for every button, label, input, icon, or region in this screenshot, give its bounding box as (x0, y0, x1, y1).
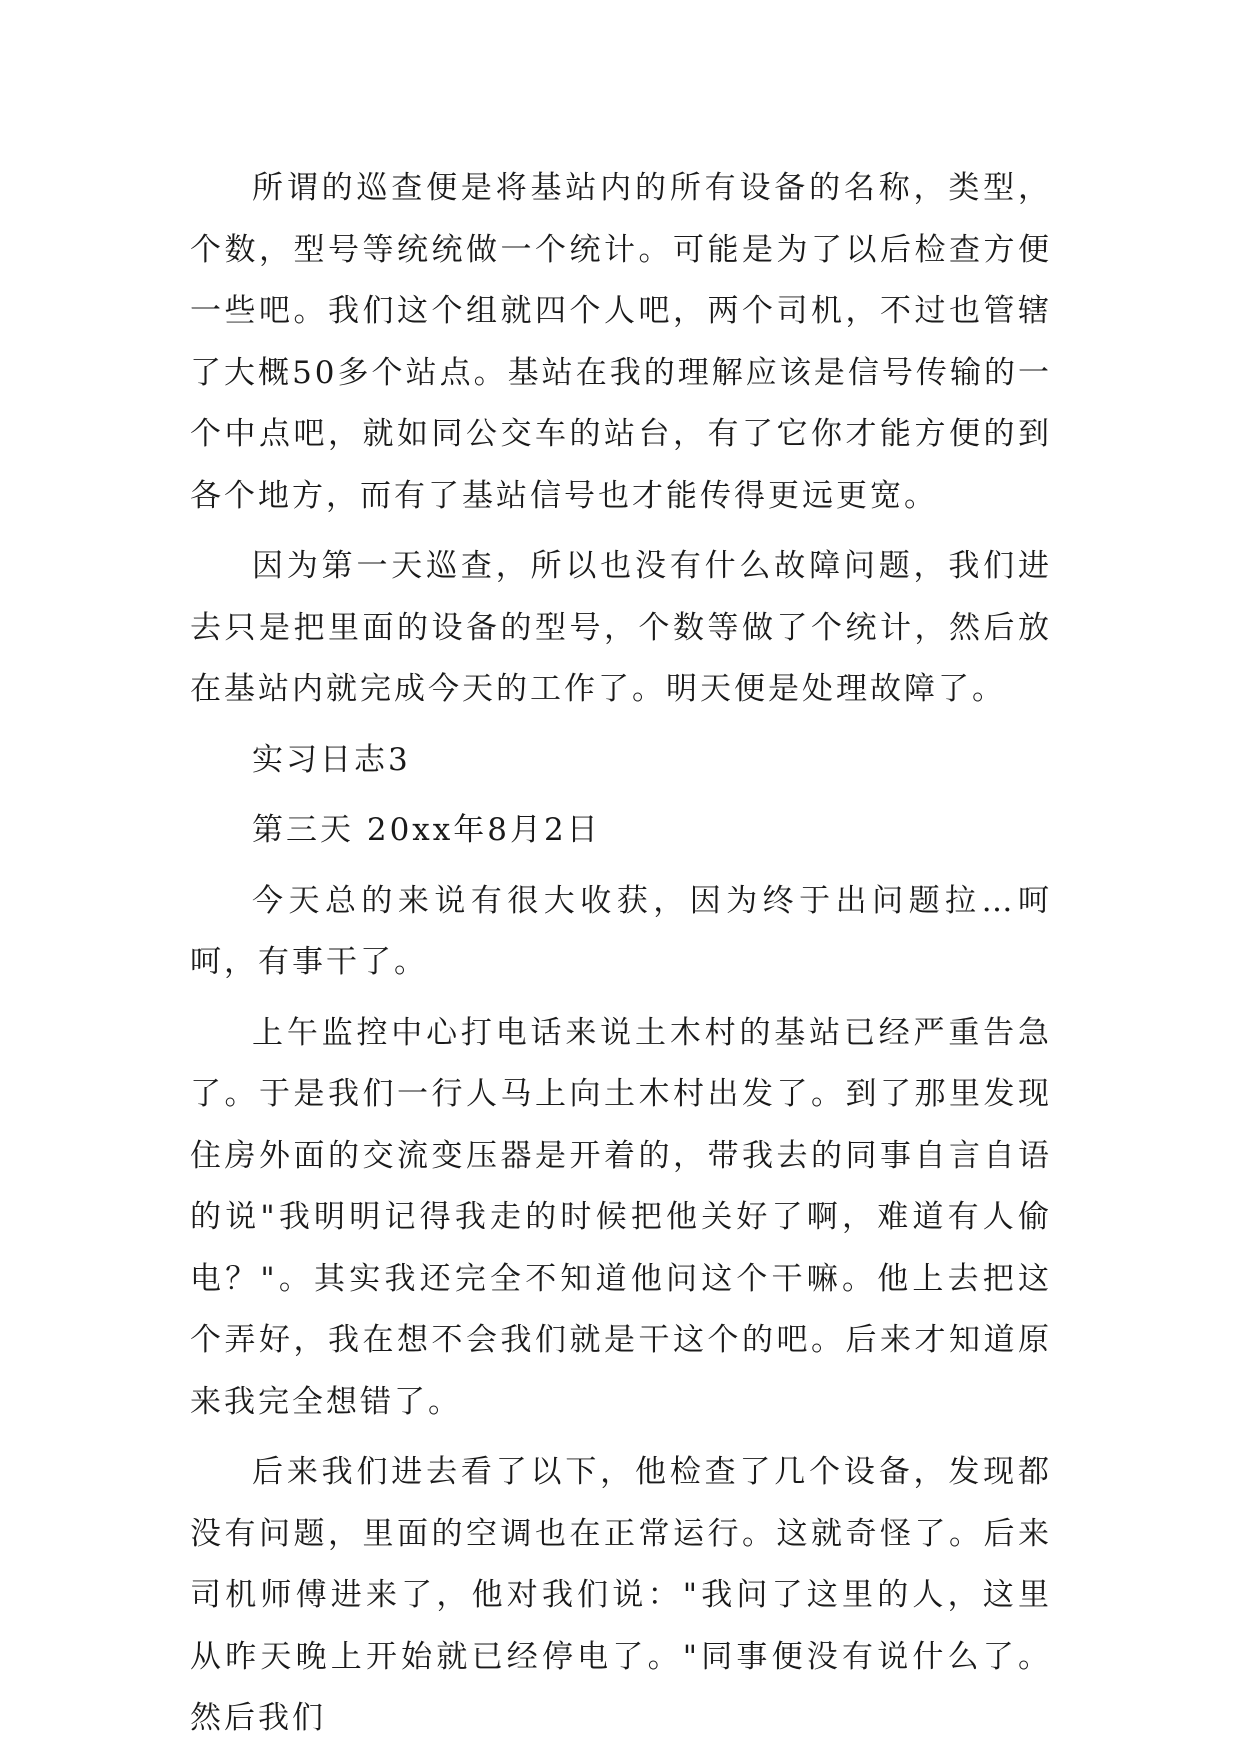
paragraph-gap (190, 791, 1052, 800)
paragraph-equipment-check: 后来我们进去看了以下，他检查了几个设备，发现都没有问题，里面的空调也在正常运行。这就奇怪了。后来司机师傅进来了，他对我们说："我问了这里的人，这里从昨天晚上开始就已经停电了。"同事便没有说什么了。然后我们 (190, 1454, 1052, 1736)
paragraph-inspection-description: 所谓的巡查便是将基站内的所有设备的名称，类型，个数，型号等统统做一个统计。可能是为了以后检查方便一些吧。我们这个组就四个人吧，两个司机，不过也管辖了大概50多个站点。基站在我的理解应该是信号传输的一个中点吧，就如同公交车的站台，有了它你才能方便的到各个地方，而有了基站信号也才能传得更远更宽。 (190, 170, 1052, 514)
paragraph-gap (190, 527, 1052, 536)
paragraph-today-summary: 今天总的来说有很大收获，因为终于出问题拉…呵呵，有事干了。 (190, 882, 1052, 980)
paragraph-gap (190, 994, 1052, 1003)
date-line: 第三天 20xx年8月2日 (252, 812, 601, 848)
paragraph-gap (190, 1433, 1052, 1442)
section-heading-log-3: 实习日志3 (252, 741, 411, 778)
paragraph-first-day-inspection: 因为第一天巡查，所以也没有什么故障问题，我们进去只是把里面的设备的型号，个数等做了个统计，然后放在基站内就完成今天的工作了。明天便是处理故障了。 (190, 548, 1052, 707)
document-body (190, 158, 1052, 1750)
paragraph-gap (190, 862, 1052, 871)
paragraph-gap (190, 721, 1052, 730)
paragraph-morning-alert: 上午监控中心打电话来说土木村的基站已经严重告急了。于是我们一行人马上向土木村出发了。到了那里发现住房外面的交流变压器是开着的，带我去的同事自言自语的说"我明明记得我走的时候把他关好了啊，难道有人偷电？"。其实我还完全不知道他问这个干嘛。他上去把这个弄好，我在想不会我们就是干这个的吧。后来才知道原来我完全想错了。 (190, 1014, 1052, 1420)
